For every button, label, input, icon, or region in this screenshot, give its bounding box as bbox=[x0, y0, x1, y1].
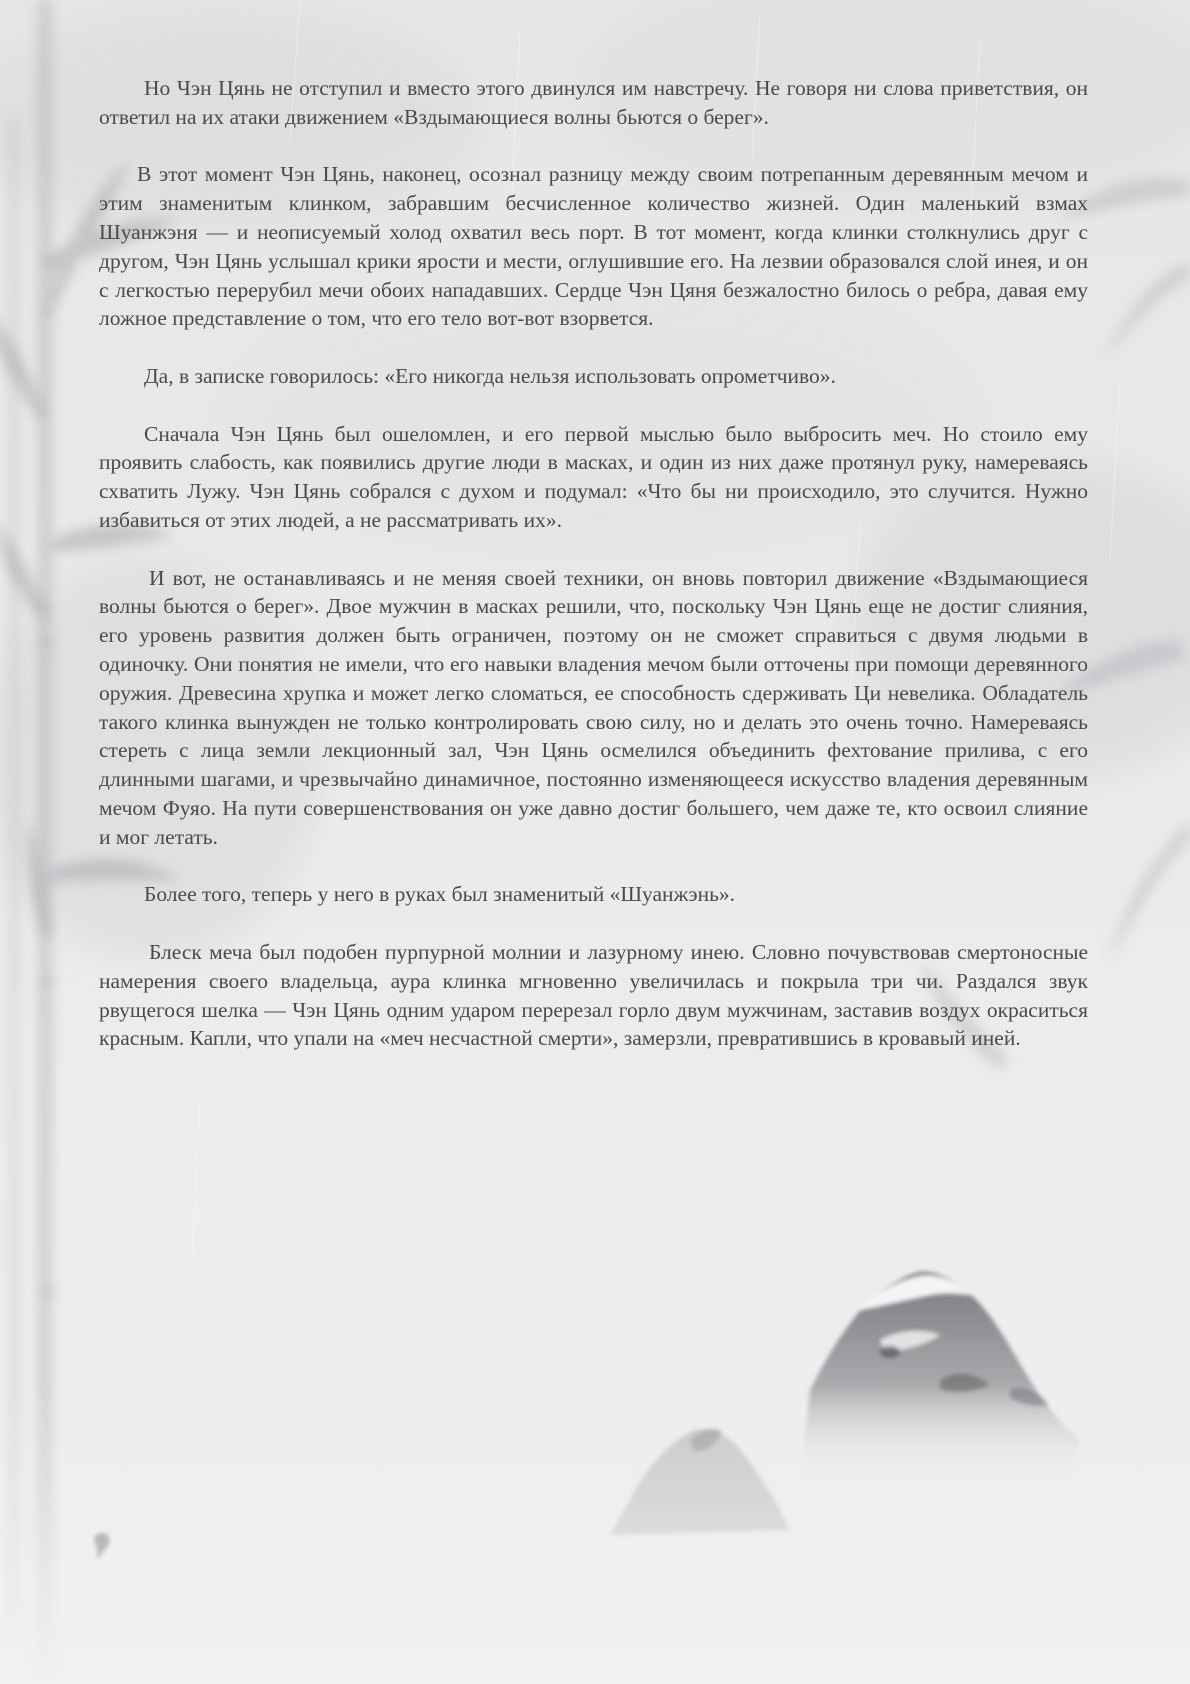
paragraph: Блеск меча был подобен пурпурной молнии и лазурному инею. Словно почувствовав смертоносные намерения своего владельца, аура клинка мгновенно увеличилась и покрыла три чи. Раздался звук рвущегося шелка — Чэн Цянь одним ударом перерезал горло двум мужчинам, заставив воздух окраситься красным. Капли, что упали на «меч несчастной смерти», замерзли, превратившись в кровавый иней. bbox=[99, 939, 1088, 1051]
paragraph: И вот, не останавливаясь и не меняя своей техники, он вновь повторил движение «Вздымающиеся волны бьются о берег». Двое мужчин в масках решили, что, поскольку Чэн Цянь еще не достиг слияния, его уровень развития должен быть ограничен, поэтому он не сможет справиться с двумя людьми в одиночку. Они понятия не имели, что его навыки владения мечом были отточены при помощи деревянного оружия. Древесина хрупка и может легко сломаться, ее способность сдерживать Ци невелика. Обладатель такого клинка вынужден не только контролировать свою силу, но и делать это очень точно. Намереваясь стереть с лица земли лекционный зал, Чэн Цянь осмелился объединить фехтование прилива, с его длинными шагами, и чрезвычайно динамичное, постоянно изменяющееся искусство владения деревянным мечом Фуяо. На пути совершенствования он уже давно достиг большего, чем даже те, кто освоил слияние и мог летать. bbox=[99, 565, 1088, 849]
paragraph: Да, в записке говорилось: «Его никогда нельзя использовать опрометчиво». bbox=[144, 363, 836, 388]
paragraph: Более того, теперь у него в руках был знаменитый «Шуанжэнь». bbox=[144, 882, 736, 907]
bottom-mist bbox=[0, 1380, 1190, 1684]
body-text bbox=[99, 74, 1088, 1082]
paragraph: Сначала Чэн Цянь был ошеломлен, и его первой мыслью было выбросить меч. Но стоило ему проявить слабость, как появились другие люди в масках, и один из них даже протянул руку, намереваясь схватить Лужу. Чэн Цянь собрался с духом и подумал: «Что бы ни происходило, это случится. Нужно избавиться от этих людей, а не рассматривать их». bbox=[99, 421, 1088, 532]
paragraph: В этот момент Чэн Цянь, наконец, осознал разницу между своим потрепанным деревянным мечом и этим знаменитым клинком, забравшим бесчисленное количество жизней. Один маленький взмах Шуанжэня — и неописуемый холод охватил весь порт. В тот момент, когда клинки столкнулись друг с другом, Чэн Цянь услышал крики ярости и мести, оглушившие его. На лезвии образовался слой инея, и он с легкостью перерубил мечи обоих нападавших. Сердце Чэн Цяня безжалостно билось о ребра, давая ему ложное представление о том, что его тело вот-вот взорвется. bbox=[99, 162, 1088, 331]
paragraph: Но Чэн Цянь не отступил и вместо этого двинулся им навстречу. Не говоря ни слова приветствия, он ответил на их атаки движением «Вздымающиеся волны бьются о берег». bbox=[99, 76, 1088, 129]
